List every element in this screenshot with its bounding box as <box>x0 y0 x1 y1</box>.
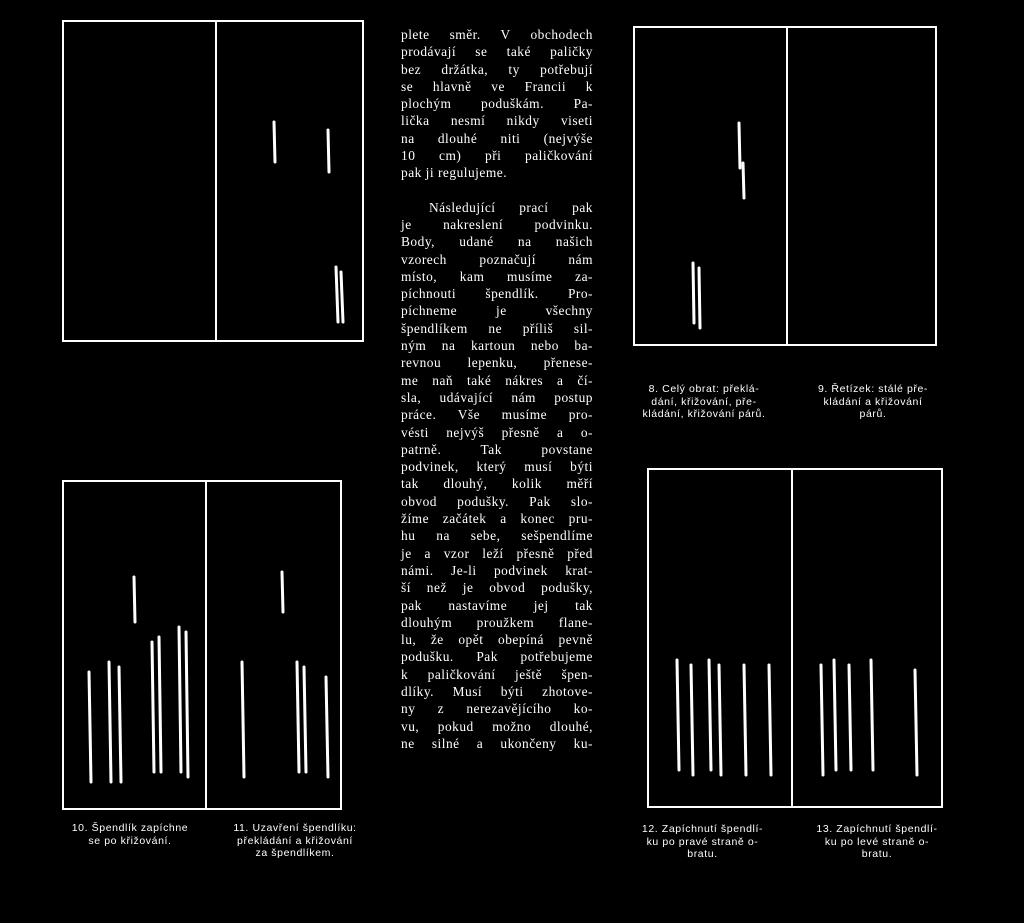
text-line: lička nesmí nikdy viseti <box>401 113 593 129</box>
text-line: je a vzor leží přesně před <box>401 545 593 561</box>
text-line: píchneme je všechny <box>401 303 593 319</box>
text-line: pak nastavíme jej tak <box>401 597 593 613</box>
text-line: se hlavně ve Francii k <box>401 78 593 94</box>
text-line: plochým poduškám. Pa- <box>401 96 593 112</box>
text-line: plete směr. V obchodech <box>401 27 593 42</box>
paragraph-1 <box>401 26 593 182</box>
text-line: podušku. Pak potřebujeme <box>401 649 593 665</box>
text-line: místo, kam musíme za- <box>401 268 593 284</box>
text-line: sla, udávající nám postup <box>401 389 593 405</box>
bobbin-threads <box>635 28 937 346</box>
text-line: prodávají se také paličky <box>401 44 593 60</box>
figure-10-11 <box>62 480 342 810</box>
text-line: vésti nejvýš přesně a o- <box>401 424 593 440</box>
text-line: píchnouti špendlík. Pro- <box>401 286 593 302</box>
text-line: dlouhým proužkem flane- <box>401 614 593 630</box>
bobbin-threads <box>649 470 943 808</box>
text-line: ny z nerezavějícího ko- <box>401 701 593 717</box>
text-line: ne silné a ukončeny ku- <box>401 735 593 751</box>
figure-8-9 <box>633 26 937 346</box>
text-line: vzorech poznačují nám <box>401 251 593 267</box>
text-line: 10 cm) při paličkování <box>401 148 593 164</box>
text-line: tak dlouhý, kolik měří <box>401 476 593 492</box>
text-line: pak ji regulujeme. <box>401 165 508 181</box>
article-text <box>401 26 593 752</box>
text-line: ným na kartoun nebo ba- <box>401 338 593 354</box>
text-line: revnou lepenku, přenese- <box>401 355 593 371</box>
text-line: žíme začátek a konec pru- <box>401 511 593 527</box>
text-line: dlíky. Musí býti zhotove- <box>401 683 593 699</box>
text-line: špendlíkem ne příliš sil- <box>401 320 593 336</box>
text-line: patrně. Tak povstane <box>401 441 593 457</box>
figure-top-left <box>62 20 364 342</box>
text-line: me naň také nákres a čí- <box>401 372 593 388</box>
text-line: obvod podušky. Pak slo- <box>401 493 593 509</box>
text-line: je nakreslení podvinku. <box>401 216 593 232</box>
paragraph-2 <box>401 199 593 753</box>
text-line: námi. Je-li podvinek krat- <box>401 562 593 578</box>
caption-fig8: 8. Celý obrat: překlá- dání, křižování, pře- kládání, křižování párů. <box>642 383 766 420</box>
text-line: Následující prací pak <box>429 199 593 215</box>
bobbin-threads <box>64 482 342 810</box>
text-line: hu na sebe, sešpendlíme <box>401 528 593 544</box>
text-line: k paličkování ještě špen- <box>401 666 593 682</box>
text-line: na dlouhé niti (nejvýše <box>401 130 593 146</box>
caption-fig9: 9. Řetízek: stálé pře- kládání a křižování párů. <box>817 383 929 420</box>
text-line: práce. Vše musíme pro- <box>401 407 593 423</box>
text-line: bez držátka, ty potřebují <box>401 61 593 77</box>
text-line: vu, pokud možno dlouhé, <box>401 718 593 734</box>
text-line: lu, že opět obepíná pevně <box>401 632 593 648</box>
text-line: podvinek, který musí býti <box>401 459 593 475</box>
caption-fig11: 11. Uzavření špendlíku: překládání a křižování za špendlíkem. <box>233 822 357 859</box>
text-line: ší než je obvod podušky, <box>401 580 593 596</box>
caption-fig13: 13. Zapíchnutí špendlí- ku po levé straně o- bratu. <box>816 823 938 860</box>
figure-12-13 <box>647 468 943 808</box>
text-line: Body, udané na našich <box>401 234 593 250</box>
caption-fig12: 12. Zapíchnutí špendlí- ku po pravé straně o- bratu. <box>641 823 764 860</box>
caption-fig10: 10. Špendlík zapíchne se po křižování. <box>71 822 189 847</box>
bobbin-threads <box>64 22 364 342</box>
